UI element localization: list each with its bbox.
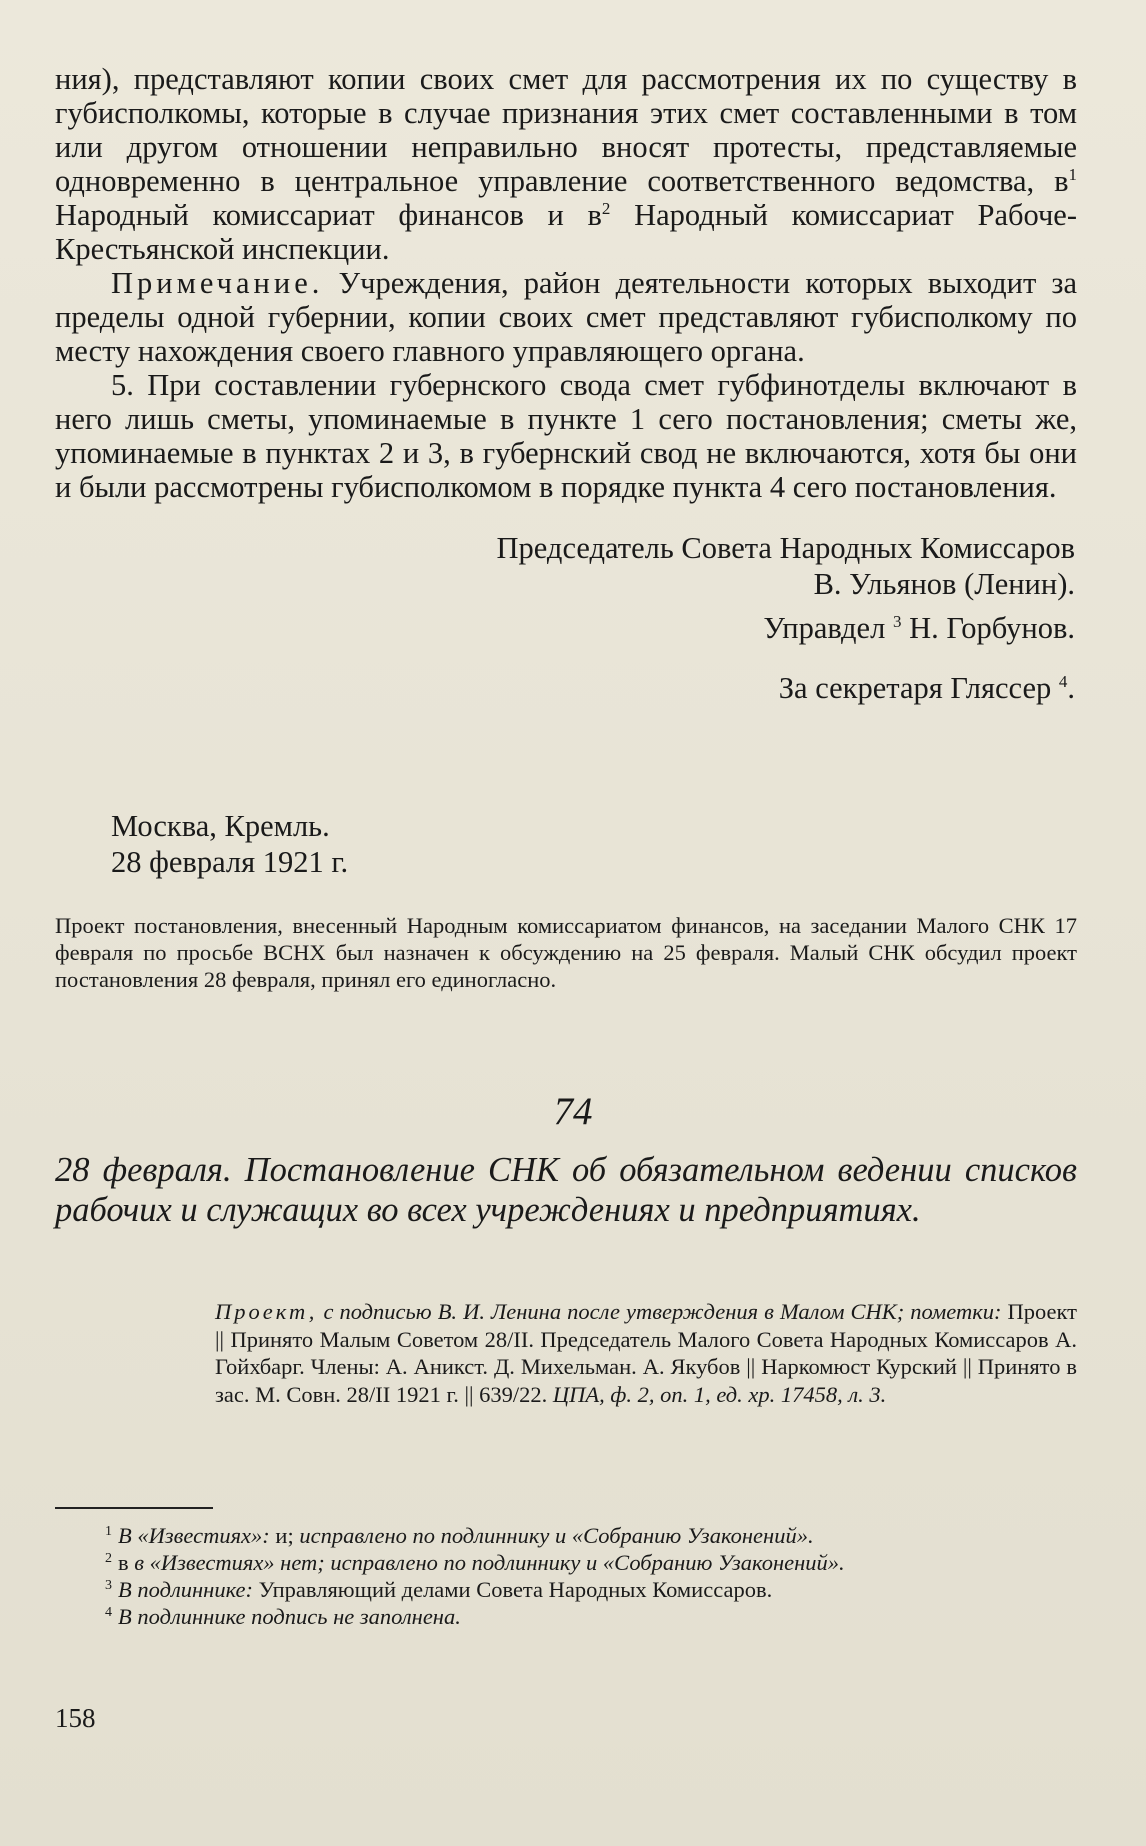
- manager-signature: Управдел $^3$ Н. Горбунов.: [763, 611, 1075, 645]
- footnotes: [55, 1522, 1077, 1630]
- document-title: 28 февраля. Постановление СНК об обязательном ведении списков рабочих и служащих во всех учреждениях и предприятиях.: [55, 1151, 1077, 1229]
- footnote-4: $^4$ В подлиннике подпись не заполнена.: [105, 1604, 461, 1629]
- paragraph-5: 5. При составлении губернского свода смет губфинотделы включают в него лишь сметы, упоминаемые в пункте 1 сего постановления; сметы же, упоминаемые в пунктах 2 и 3, в губернский свод не включаются, хотя бы они и были рассмотрены губисполкомом в порядке пункта 4 сего постановления.: [55, 368, 1077, 504]
- footnote-ref-1: 1: [1068, 164, 1077, 184]
- place-and-date: [55, 808, 348, 880]
- date: 28 февраля 1921 г.: [111, 845, 349, 879]
- chair-name: В. Ульянов (Ленин).: [813, 567, 1075, 601]
- footnote-2: $^2$ в в «Известиях» нет; исправлено по подлиннику и «Собранию Узаконений».: [105, 1550, 845, 1575]
- note-label: Примечание.: [111, 266, 324, 300]
- footnote-ref-4: 4: [1058, 671, 1068, 691]
- editorial-note: Проект постановления, внесенный Народным комиссариатом финансов, на заседании Малого СНК 17 февраля по просьбе ВСНХ был назначен к обсуждению на 25 февраля. Малый СНК обсудил проект постановления 28 февраля, принял его единогласно.: [55, 913, 1077, 992]
- page-number: 158: [55, 1703, 96, 1733]
- note-paragraph: Примечание. Учреждения, район деятельности которых выходит за пределы одной губернии, копии своих смет представляют губисполкому по месту нахождения своего главного управляющего органа.: [55, 266, 1077, 368]
- footnote-1: $^1$ В «Известиях»: и; исправлено по подлиннику и «Собранию Узаконений».: [105, 1523, 814, 1548]
- footnote-divider: [55, 1507, 213, 1509]
- document-number: 74: [553, 1090, 593, 1133]
- source-description: Проект, с подписью В. И. Ленина после утверждения в Малом СНК; пометки: Проект || Принято Малым Советом 28/II. Председатель Малого Совета Народных Комиссаров А. Гойхбарг. Члены: А. Аникст. Д. Михельман. А. Якубов || Наркомюст Курский || Принято в зас. М. Совн. 28/II 1921 г. || 639/22. ЦПА, ф. 2, оп. 1, ед. хр. 17458, л. 3.: [215, 1299, 1077, 1407]
- secretary-signature: За секретаря Гляссер $^4$.: [778, 671, 1075, 705]
- paragraph-continuation: ния), представляют копии своих смет для рассмотрения их по существу в губисполкомы, которые в случае признания этих смет составленными в том или другом отношении неправильно вносят протесты, представляемые одновременно в центральное управление соответственного ведомства, $в^1$ Народный комиссариат финансов и $в^2$ Народный комиссариат Рабоче-Крестьянской инспекции.: [55, 62, 1077, 266]
- chair-title: Председатель Совета Народных Комиссаров: [496, 531, 1075, 565]
- footnote-ref-3: 3: [892, 611, 902, 631]
- footnote-3: $^3$ В подлиннике: Управляющий делами Совета Народных Комиссаров.: [105, 1577, 773, 1602]
- place: Москва, Кремль.: [111, 809, 330, 843]
- signatures: [55, 530, 1077, 706]
- main-text: [55, 62, 1077, 706]
- footnote-ref-2: 2: [601, 198, 611, 218]
